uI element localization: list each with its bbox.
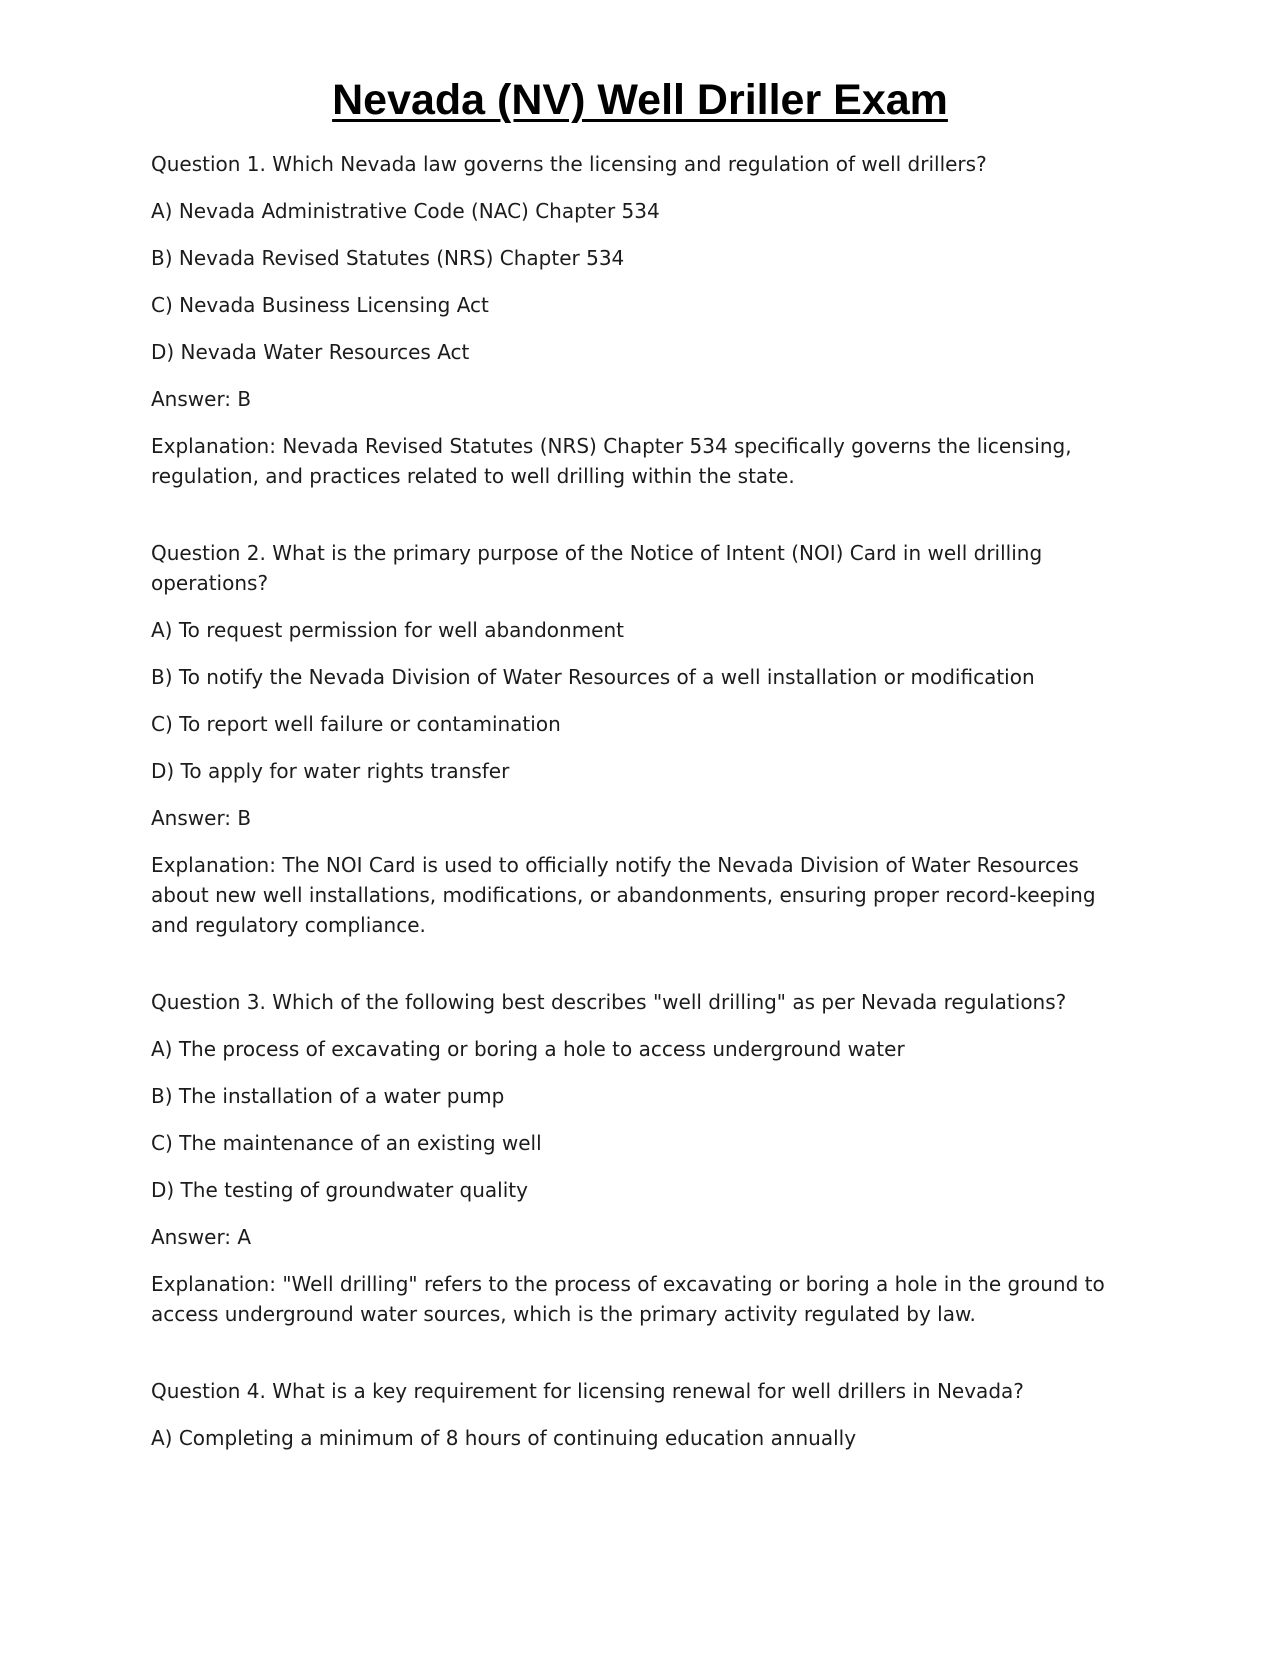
explanation: Explanation: Nevada Revised Statutes (NRS) Chapter 534 specifically governs the licensing, regulation, and practices related to well drilling within the state. — [151, 434, 1072, 488]
option-b: B) To notify the Nevada Division of Water Resources of a well installation or modification — [151, 665, 1035, 689]
question-text: Question 3. Which of the following best describes "well drilling" as per Nevada regulations? — [151, 990, 1067, 1014]
option-b: B) Nevada Revised Statutes (NRS) Chapter 534 — [151, 246, 625, 270]
option-d: D) To apply for water rights transfer — [151, 759, 510, 783]
option-d: D) Nevada Water Resources Act — [151, 340, 470, 364]
option-c: C) Nevada Business Licensing Act — [151, 293, 489, 317]
explanation: Explanation: The NOI Card is used to officially notify the Nevada Division of Water Resources about new well installations, modifications, or abandonments, ensuring proper record-keeping and regulatory compliance. — [151, 853, 1096, 937]
question-block-2 — [151, 538, 1131, 940]
question-text: Question 4. What is a key requirement for licensing renewal for well drillers in Nevada? — [151, 1379, 1024, 1403]
explanation: Explanation: "Well drilling" refers to the process of excavating or boring a hole in the ground to access underground water sources, which is the primary activity regulated by law. — [151, 1272, 1105, 1326]
option-a: A) To request permission for well abandonment — [151, 618, 624, 642]
question-block-3 — [151, 987, 1131, 1329]
document-title-text: Nevada (NV) Well Driller Exam — [332, 76, 948, 124]
question-text: Question 1. Which Nevada law governs the licensing and regulation of well drillers? — [151, 152, 987, 176]
question-block-4 — [151, 1376, 1131, 1453]
option-a: A) Nevada Administrative Code (NAC) Chapter 534 — [151, 199, 660, 223]
option-d: D) The testing of groundwater quality — [151, 1178, 528, 1202]
answer: Answer: B — [151, 806, 252, 830]
option-b: B) The installation of a water pump — [151, 1084, 505, 1108]
option-a: A) Completing a minimum of 8 hours of continuing education annually — [151, 1426, 857, 1450]
option-c: C) The maintenance of an existing well — [151, 1131, 542, 1155]
option-c: C) To report well failure or contamination — [151, 712, 561, 736]
question-text: Question 2. What is the primary purpose of the Notice of Intent (NOI) Card in well drilling operations? — [151, 541, 1043, 595]
document-title — [0, 76, 1280, 124]
option-a: A) The process of excavating or boring a hole to access underground water — [151, 1037, 905, 1061]
question-block-1 — [151, 149, 1131, 491]
answer: Answer: B — [151, 387, 252, 411]
question-list — [151, 149, 1131, 1470]
answer: Answer: A — [151, 1225, 252, 1249]
